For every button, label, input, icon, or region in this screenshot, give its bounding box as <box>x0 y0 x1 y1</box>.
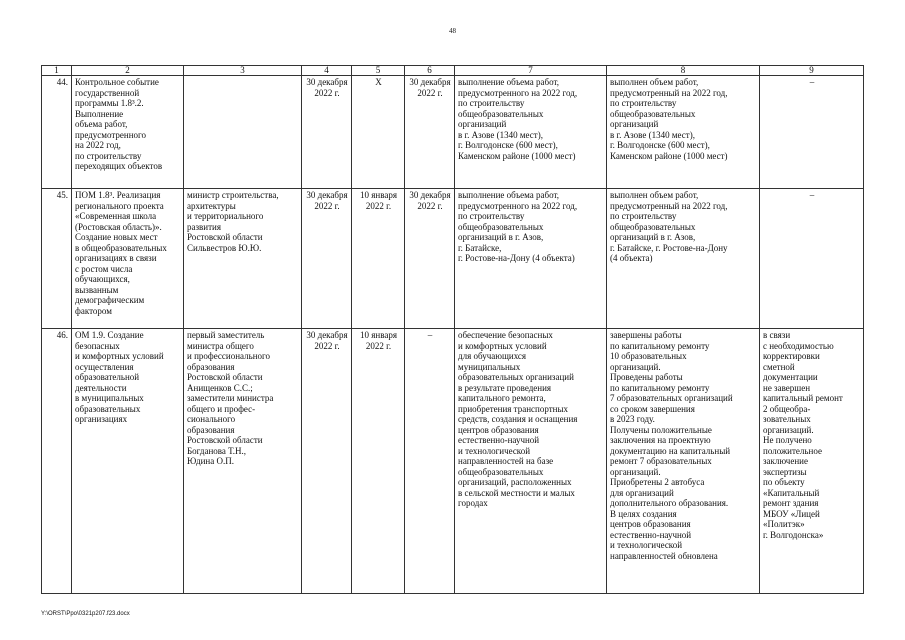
page-number: 48 <box>449 27 456 35</box>
responsible-person: первый заместитель министра общего и профессионального образования Ростовской области Анищенков С.С.; заместители министра общего и профес- сионального образования Ростовской области Богданова Т.Н., Юдина О.П. <box>184 329 302 594</box>
problems: – <box>760 76 864 189</box>
actual-date: 30 декабря 2022 г. <box>405 189 455 329</box>
achieved-result: выполнен объем работ, предусмотренный на 2022 год, по строительству общеобразовательных организаций в г. Азов, г. Батайске, г. Ростове-на-Дону (4 объекта) <box>607 189 760 329</box>
event-name: ПОМ 1.8³. Реализация регионального проекта «Современная школа (Ростовская область)». Создание новых мест в общеобразовательных организациях в связи с ростом числа обучающихся, вызванным демографическим фактором <box>72 189 184 329</box>
column-number-row <box>42 66 864 76</box>
column-number: 6 <box>405 66 455 76</box>
column-number: 8 <box>607 66 760 76</box>
table-row <box>42 76 864 189</box>
plan-date: 30 декабря 2022 г. <box>302 76 352 189</box>
report-table <box>41 65 864 594</box>
event-name: ОМ 1.9. Создание безопасных и комфортных условий осуществления образовательной деятельности в муниципальных образовательных организациях <box>72 329 184 594</box>
achieved-result: завершены работы по капитальному ремонту 10 образовательных организаций. Проведены работы по капитальному ремонту 7 образовательных организаций со сроком завершения в 2023 году. Получены положительные заключения на проектную документацию на капитальный ремонт 7 образовательных организаций. Приобретены 2 автобуса для организаций дополнительного образования. В целях создания центров образования естественно-научной и технологической направленностей обновлена <box>607 329 760 594</box>
column-number: 9 <box>760 66 864 76</box>
column-number: 2 <box>72 66 184 76</box>
plan-date: 30 декабря 2022 г. <box>302 329 352 594</box>
row-number: 45. <box>42 189 72 329</box>
problems: – <box>760 189 864 329</box>
expected-result: обеспечение безопасных и комфортных условий для обучающихся муниципальных образовательных организаций в результате проведения капитального ремонта, приобретения транспортных средств, создания и оснащения центров образования естественно-научной и технологической направленностей на базе общеобразовательных организаций, расположенных в сельской местности и малых городах <box>455 329 607 594</box>
achieved-result: выполнен объем работ, предусмотренный на 2022 год, по строительству общеобразовательных организаций в г. Азове (1340 мест), г. Волгодонске (600 мест), Каменском районе (1000 мест) <box>607 76 760 189</box>
expected-result: выполнение объема работ, предусмотренного на 2022 год, по строительству общеобразовательных организаций в г. Азов, г. Батайске, г. Ростове-на-Дону (4 объекта) <box>455 189 607 329</box>
actual-date: 30 декабря 2022 г. <box>405 76 455 189</box>
column-number: 7 <box>455 66 607 76</box>
expected-result: выполнение объема работ, предусмотренного на 2022 год, по строительству общеобразовательных организаций в г. Азове (1340 мест), г. Волгодонске (600 мест), Каменском районе (1000 мест) <box>455 76 607 189</box>
table-row <box>42 189 864 329</box>
row-number: 44. <box>42 76 72 189</box>
problems: в связи с необходимостью корректировки сметной документации не завершен капитальный ремонт 2 общеобра- зовательных организаций. Не получено положительное заключение экспертизы по объекту «Капитальный ремонт здания МБОУ «Лицей «Политэк» г. Волгодонска» <box>760 329 864 594</box>
start-date: 10 января 2022 г. <box>352 329 405 594</box>
table-row <box>42 329 864 594</box>
column-number: 3 <box>184 66 302 76</box>
column-number: 5 <box>352 66 405 76</box>
actual-date: – <box>405 329 455 594</box>
event-name: Контрольное событие государственной программы 1.8³.2. Выполнение объема работ, предусмотренного на 2022 год, по строительству переходящих объектов <box>72 76 184 189</box>
start-date: X <box>352 76 405 189</box>
column-number: 1 <box>42 66 72 76</box>
column-number: 4 <box>302 66 352 76</box>
start-date: 10 января 2022 г. <box>352 189 405 329</box>
file-path-footer: Y:\ORST\Ppo\0321p207.f23.docx <box>41 611 130 617</box>
responsible-person: министр строительства, архитектуры и территориального развития Ростовской области Сильвестров Ю.Ю. <box>184 189 302 329</box>
row-number: 46. <box>42 329 72 594</box>
plan-date: 30 декабря 2022 г. <box>302 189 352 329</box>
responsible-person <box>184 76 302 189</box>
